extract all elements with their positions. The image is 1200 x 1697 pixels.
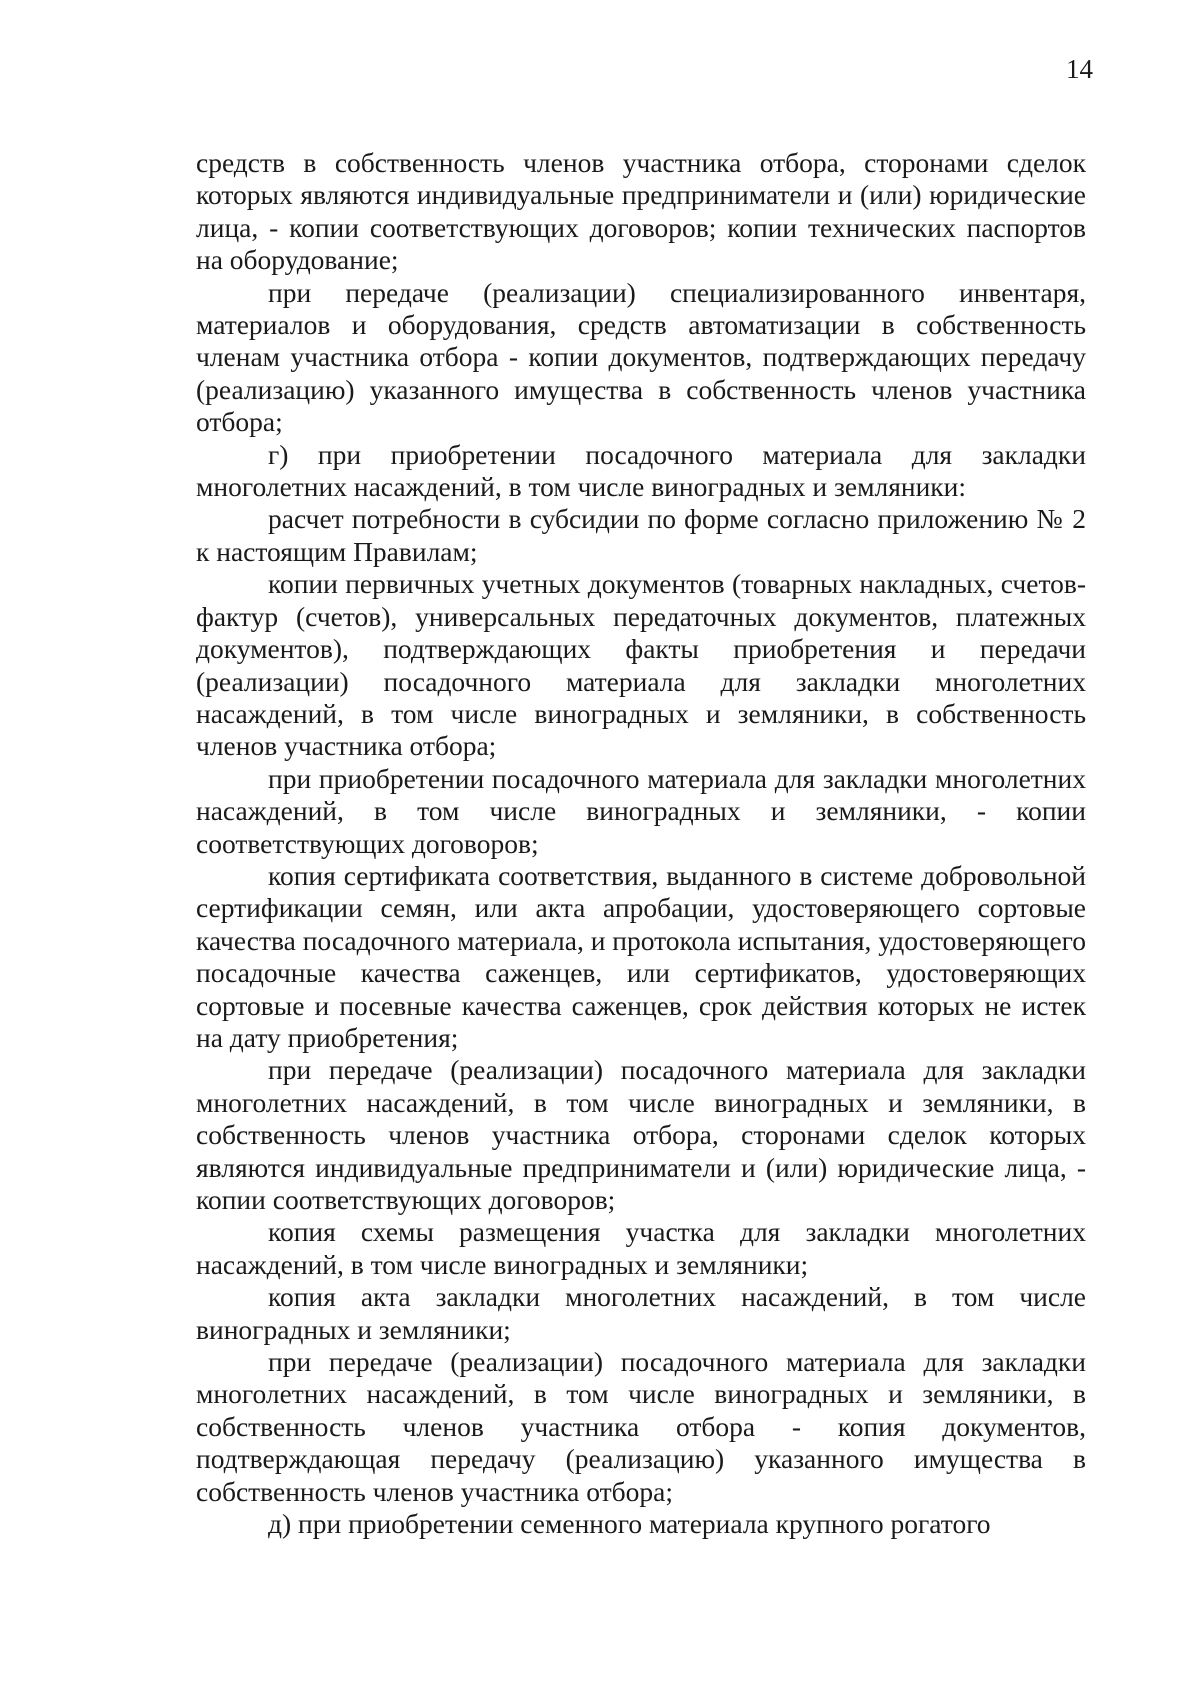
paragraph: при приобретении посадочного материала для закладки многолетних насаждений, в том числе виноградных и земляники, - копии соответствующих договоров; (196, 762, 1086, 859)
paragraph: г) при приобретении посадочного материала для закладки многолетних насаждений, в том числе виноградных и земляники: (196, 438, 1086, 503)
document-body (196, 147, 1086, 1540)
paragraph: при передаче (реализации) посадочного материала для закладки многолетних насаждений, в том числе виноградных и земляники, в собственность членов участника отбора - копия документов, подтверждающая передачу (реализацию) указанного имущества в собственность членов участника отбора; (196, 1346, 1086, 1507)
paragraph: средств в собственность членов участника отбора, сторонами сделок которых являются индивидуальные предприниматели и (или) юридические лица, - копии соответствующих договоров; копии технических паспортов на оборудование; (196, 147, 1086, 276)
paragraph: при передаче (реализации) посадочного материала для закладки многолетних насаждений, в том числе виноградных и земляники, в собственность членов участника отбора, сторонами сделок которых являются индивидуальные предприниматели и (или) юридические лица, - копии соответствующих договоров; (196, 1054, 1086, 1215)
paragraph: при передаче (реализации) специализированного инвентаря, материалов и оборудования, средств автоматизации в собственность членам участника отбора - копии документов, подтверждающих передачу (реализацию) указанного имущества в собственность членов участника отбора; (196, 276, 1086, 438)
paragraph: копия акта закладки многолетних насаждений, в том числе виноградных и земляники; (196, 1281, 1086, 1345)
paragraph: копии первичных учетных документов (товарных накладных, счетов-фактур (счетов), универсальных передаточных документов, платежных документов), подтверждающих факты приобретения и передачи (реализации) посадочного материала для закладки многолетних насаждений, в том числе виноградных и земляники, в собственность членов участника отбора; (196, 568, 1086, 762)
page-number: 14 (1066, 54, 1093, 84)
paragraph: расчет потребности в субсидии по форме согласно приложению № 2 к настоящим Правилам; (196, 503, 1086, 567)
paragraph: копия сертификата соответствия, выданного в системе добровольной сертификации семян, или акта апробации, удостоверяющего сортовые качества посадочного материала, и протокола испытания, удостоверяющего посадочные качества саженцев, или сертификатов, удостоверяющих сортовые и посевные качества саженцев, срок действия которых не истек на дату приобретения; (196, 859, 1086, 1053)
paragraph: д) при приобретении семенного материала крупного рогатого (268, 1508, 991, 1540)
paragraph: копия схемы размещения участка для закладки многолетних насаждений, в том числе виноградных и земляники; (196, 1216, 1086, 1280)
